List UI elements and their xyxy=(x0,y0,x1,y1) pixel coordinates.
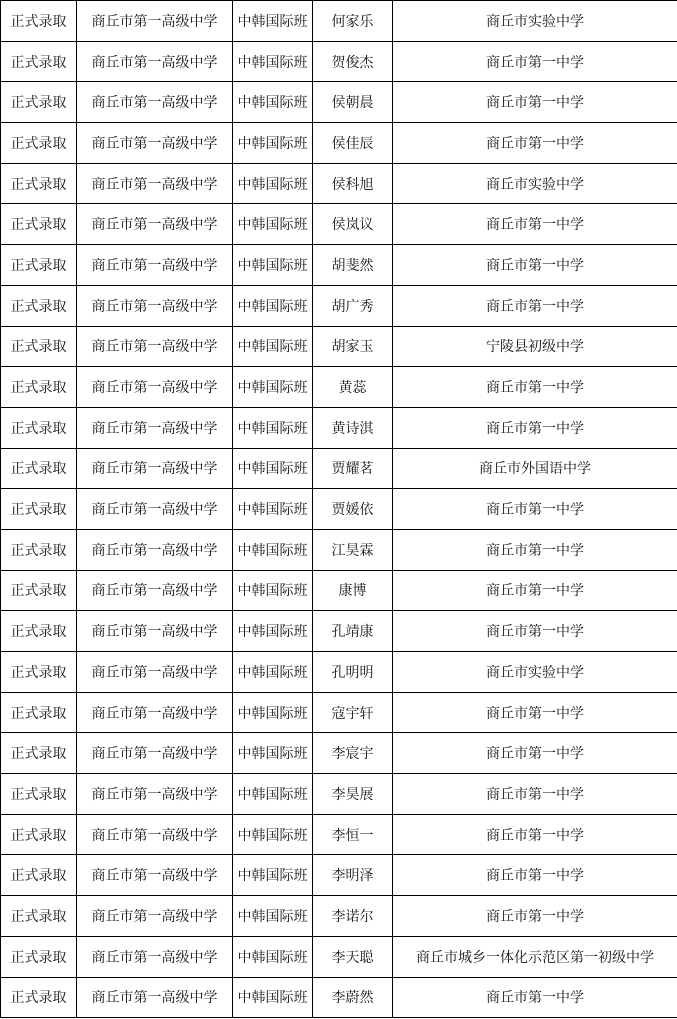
origin-school-cell: 商丘市第一中学 xyxy=(393,570,677,611)
student-name-cell: 孔靖康 xyxy=(313,611,393,652)
status-cell: 正式录取 xyxy=(1,367,77,408)
status-cell: 正式录取 xyxy=(1,41,77,82)
class-cell: 中韩国际班 xyxy=(233,367,313,408)
status-cell: 正式录取 xyxy=(1,814,77,855)
student-name-cell: 侯岚议 xyxy=(313,204,393,245)
status-cell: 正式录取 xyxy=(1,529,77,570)
class-cell: 中韩国际班 xyxy=(233,570,313,611)
class-cell: 中韩国际班 xyxy=(233,652,313,693)
table-row xyxy=(1,977,677,1018)
table-body xyxy=(1,1,677,1018)
origin-school-cell: 商丘市第一中学 xyxy=(393,367,677,408)
student-name-cell: 侯朝晨 xyxy=(313,82,393,123)
student-name-cell: 李天聪 xyxy=(313,936,393,977)
table-row xyxy=(1,41,677,82)
class-cell: 中韩国际班 xyxy=(233,41,313,82)
status-cell: 正式录取 xyxy=(1,936,77,977)
student-name-cell: 黄蕊 xyxy=(313,367,393,408)
origin-school-cell: 商丘市城乡一体化示范区第一初级中学 xyxy=(393,936,677,977)
admitted-school-cell: 商丘市第一高级中学 xyxy=(77,326,233,367)
origin-school-cell: 商丘市第一中学 xyxy=(393,489,677,530)
admitted-school-cell: 商丘市第一高级中学 xyxy=(77,814,233,855)
student-name-cell: 侯佳辰 xyxy=(313,123,393,164)
student-name-cell: 侯科旭 xyxy=(313,163,393,204)
admitted-school-cell: 商丘市第一高级中学 xyxy=(77,245,233,286)
student-name-cell: 胡斐然 xyxy=(313,245,393,286)
student-name-cell: 贾媛依 xyxy=(313,489,393,530)
student-name-cell: 康博 xyxy=(313,570,393,611)
student-name-cell: 何家乐 xyxy=(313,1,393,42)
admitted-school-cell: 商丘市第一高级中学 xyxy=(77,204,233,245)
origin-school-cell: 商丘市实验中学 xyxy=(393,1,677,42)
table-row xyxy=(1,123,677,164)
origin-school-cell: 商丘市第一中学 xyxy=(393,82,677,123)
table-row xyxy=(1,896,677,937)
table-row xyxy=(1,652,677,693)
origin-school-cell: 商丘市第一中学 xyxy=(393,611,677,652)
class-cell: 中韩国际班 xyxy=(233,245,313,286)
origin-school-cell: 商丘市实验中学 xyxy=(393,163,677,204)
class-cell: 中韩国际班 xyxy=(233,814,313,855)
status-cell: 正式录取 xyxy=(1,204,77,245)
origin-school-cell: 商丘市第一中学 xyxy=(393,733,677,774)
student-name-cell: 黄诗淇 xyxy=(313,407,393,448)
origin-school-cell: 商丘市第一中学 xyxy=(393,529,677,570)
table-row xyxy=(1,570,677,611)
admitted-school-cell: 商丘市第一高级中学 xyxy=(77,123,233,164)
table-row xyxy=(1,489,677,530)
admitted-school-cell: 商丘市第一高级中学 xyxy=(77,611,233,652)
status-cell: 正式录取 xyxy=(1,652,77,693)
status-cell: 正式录取 xyxy=(1,692,77,733)
table-row xyxy=(1,407,677,448)
class-cell: 中韩国际班 xyxy=(233,733,313,774)
admitted-school-cell: 商丘市第一高级中学 xyxy=(77,855,233,896)
student-name-cell: 贺俊杰 xyxy=(313,41,393,82)
origin-school-cell: 商丘市第一中学 xyxy=(393,204,677,245)
admitted-school-cell: 商丘市第一高级中学 xyxy=(77,41,233,82)
admitted-school-cell: 商丘市第一高级中学 xyxy=(77,652,233,693)
student-name-cell: 胡家玉 xyxy=(313,326,393,367)
admitted-school-cell: 商丘市第一高级中学 xyxy=(77,733,233,774)
origin-school-cell: 商丘市第一中学 xyxy=(393,692,677,733)
class-cell: 中韩国际班 xyxy=(233,489,313,530)
admitted-school-cell: 商丘市第一高级中学 xyxy=(77,936,233,977)
status-cell: 正式录取 xyxy=(1,489,77,530)
table-row xyxy=(1,163,677,204)
status-cell: 正式录取 xyxy=(1,245,77,286)
admitted-school-cell: 商丘市第一高级中学 xyxy=(77,407,233,448)
origin-school-cell: 商丘市外国语中学 xyxy=(393,448,677,489)
origin-school-cell: 商丘市第一中学 xyxy=(393,245,677,286)
table-row xyxy=(1,774,677,815)
table-row xyxy=(1,814,677,855)
student-name-cell: 贾耀茗 xyxy=(313,448,393,489)
status-cell: 正式录取 xyxy=(1,326,77,367)
admitted-school-cell: 商丘市第一高级中学 xyxy=(77,529,233,570)
class-cell: 中韩国际班 xyxy=(233,977,313,1018)
admitted-school-cell: 商丘市第一高级中学 xyxy=(77,977,233,1018)
student-name-cell: 胡广秀 xyxy=(313,285,393,326)
table-row xyxy=(1,1,677,42)
admitted-school-cell: 商丘市第一高级中学 xyxy=(77,367,233,408)
class-cell: 中韩国际班 xyxy=(233,285,313,326)
origin-school-cell: 宁陵县初级中学 xyxy=(393,326,677,367)
admitted-school-cell: 商丘市第一高级中学 xyxy=(77,163,233,204)
class-cell: 中韩国际班 xyxy=(233,448,313,489)
class-cell: 中韩国际班 xyxy=(233,855,313,896)
status-cell: 正式录取 xyxy=(1,570,77,611)
admitted-school-cell: 商丘市第一高级中学 xyxy=(77,82,233,123)
student-name-cell: 李宸宇 xyxy=(313,733,393,774)
admitted-school-cell: 商丘市第一高级中学 xyxy=(77,570,233,611)
student-name-cell: 李昊展 xyxy=(313,774,393,815)
origin-school-cell: 商丘市第一中学 xyxy=(393,814,677,855)
status-cell: 正式录取 xyxy=(1,285,77,326)
table-row xyxy=(1,82,677,123)
student-name-cell: 孔明明 xyxy=(313,652,393,693)
status-cell: 正式录取 xyxy=(1,774,77,815)
student-name-cell: 李明泽 xyxy=(313,855,393,896)
admitted-school-cell: 商丘市第一高级中学 xyxy=(77,692,233,733)
class-cell: 中韩国际班 xyxy=(233,529,313,570)
table-row xyxy=(1,285,677,326)
table-row xyxy=(1,245,677,286)
table-row xyxy=(1,611,677,652)
class-cell: 中韩国际班 xyxy=(233,774,313,815)
status-cell: 正式录取 xyxy=(1,611,77,652)
status-cell: 正式录取 xyxy=(1,123,77,164)
origin-school-cell: 商丘市第一中学 xyxy=(393,977,677,1018)
table-row xyxy=(1,855,677,896)
class-cell: 中韩国际班 xyxy=(233,326,313,367)
student-name-cell: 李诺尔 xyxy=(313,896,393,937)
table-row xyxy=(1,936,677,977)
student-name-cell: 江昊霖 xyxy=(313,529,393,570)
table-row xyxy=(1,733,677,774)
status-cell: 正式录取 xyxy=(1,1,77,42)
class-cell: 中韩国际班 xyxy=(233,407,313,448)
table-row xyxy=(1,204,677,245)
origin-school-cell: 商丘市实验中学 xyxy=(393,652,677,693)
status-cell: 正式录取 xyxy=(1,733,77,774)
admitted-school-cell: 商丘市第一高级中学 xyxy=(77,896,233,937)
class-cell: 中韩国际班 xyxy=(233,896,313,937)
status-cell: 正式录取 xyxy=(1,855,77,896)
table-row xyxy=(1,448,677,489)
status-cell: 正式录取 xyxy=(1,407,77,448)
table-row xyxy=(1,529,677,570)
class-cell: 中韩国际班 xyxy=(233,204,313,245)
class-cell: 中韩国际班 xyxy=(233,82,313,123)
admitted-school-cell: 商丘市第一高级中学 xyxy=(77,774,233,815)
table-row xyxy=(1,692,677,733)
status-cell: 正式录取 xyxy=(1,448,77,489)
admitted-school-cell: 商丘市第一高级中学 xyxy=(77,448,233,489)
class-cell: 中韩国际班 xyxy=(233,123,313,164)
student-name-cell: 寇宇轩 xyxy=(313,692,393,733)
origin-school-cell: 商丘市第一中学 xyxy=(393,855,677,896)
class-cell: 中韩国际班 xyxy=(233,1,313,42)
origin-school-cell: 商丘市第一中学 xyxy=(393,41,677,82)
table-row xyxy=(1,367,677,408)
student-name-cell: 李蔚然 xyxy=(313,977,393,1018)
origin-school-cell: 商丘市第一中学 xyxy=(393,123,677,164)
admitted-school-cell: 商丘市第一高级中学 xyxy=(77,1,233,42)
student-name-cell: 李恒一 xyxy=(313,814,393,855)
admitted-school-cell: 商丘市第一高级中学 xyxy=(77,285,233,326)
class-cell: 中韩国际班 xyxy=(233,692,313,733)
status-cell: 正式录取 xyxy=(1,896,77,937)
table-row xyxy=(1,326,677,367)
class-cell: 中韩国际班 xyxy=(233,611,313,652)
class-cell: 中韩国际班 xyxy=(233,163,313,204)
admitted-school-cell: 商丘市第一高级中学 xyxy=(77,489,233,530)
origin-school-cell: 商丘市第一中学 xyxy=(393,285,677,326)
class-cell: 中韩国际班 xyxy=(233,936,313,977)
status-cell: 正式录取 xyxy=(1,163,77,204)
origin-school-cell: 商丘市第一中学 xyxy=(393,407,677,448)
origin-school-cell: 商丘市第一中学 xyxy=(393,774,677,815)
status-cell: 正式录取 xyxy=(1,977,77,1018)
origin-school-cell: 商丘市第一中学 xyxy=(393,896,677,937)
status-cell: 正式录取 xyxy=(1,82,77,123)
